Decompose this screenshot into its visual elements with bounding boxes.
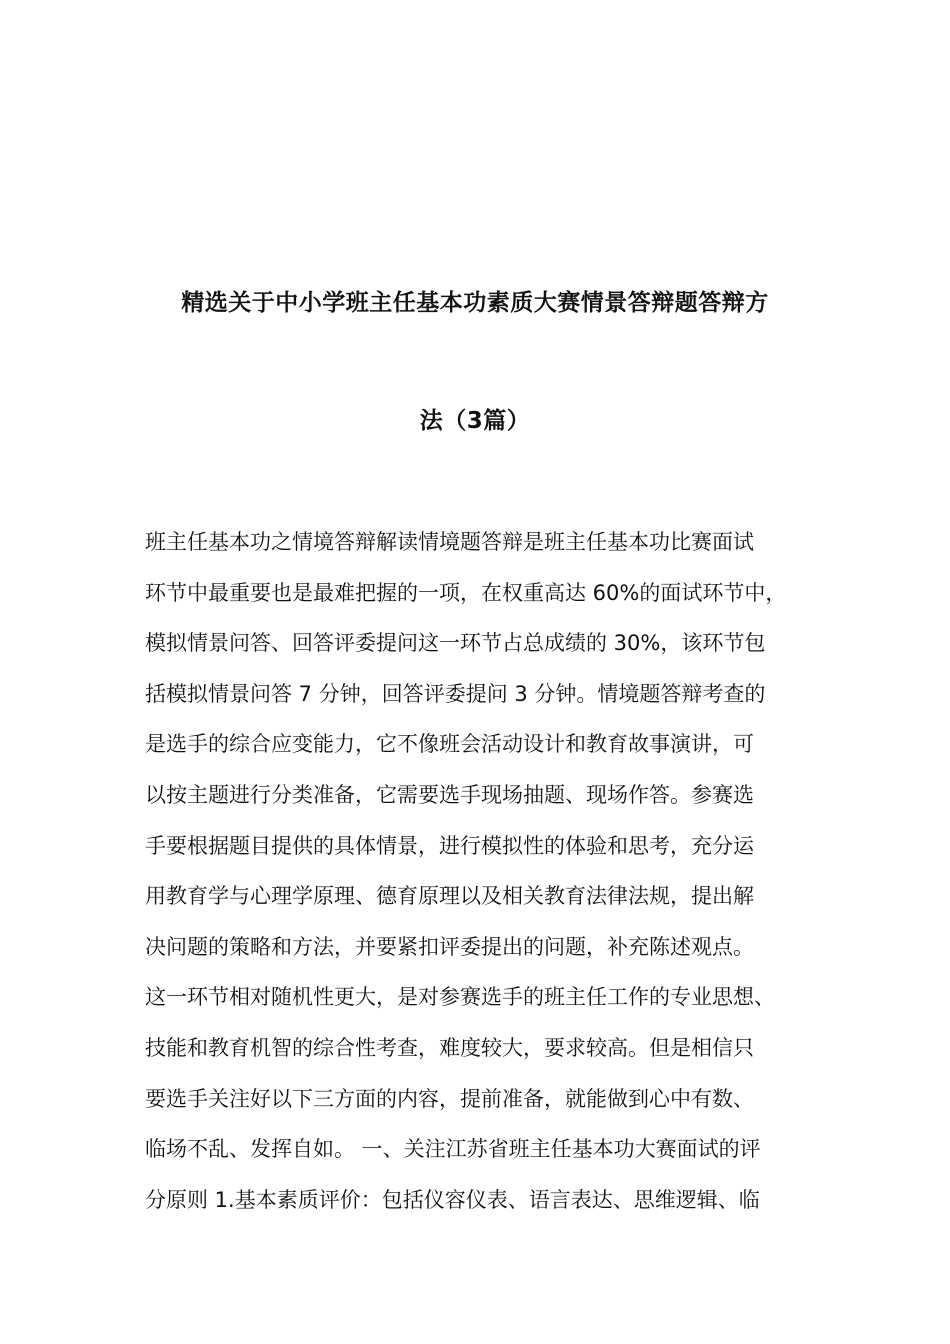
document-title-line-2: 法（3篇） (419, 408, 531, 434)
body-line: 要选手关注好以下三方面的内容，提前准备，就能做到心中有数、 (145, 1086, 754, 1111)
body-line: 括模拟情景问答 7 分钟，回答评委提问 3 分钟。情境题答辩考查的 (145, 681, 766, 706)
document-body (145, 524, 835, 1232)
body-line: 班主任基本功之情境答辩解读情境题答辩是班主任基本功比赛面试 (145, 530, 754, 554)
body-line: 用教育学与心理学原理、德育原理以及相关教育法律法规，提出解 (145, 884, 754, 909)
body-line: 技能和教育机智的综合性考查，难度较大，要求较高。但是相信只 (145, 1035, 754, 1060)
document-title-line-1: 精选关于中小学班主任基本功素质大赛情景答辩题答辩方 (181, 290, 769, 316)
body-line: 这一环节相对随机性更大，是对参赛选手的班主任工作的专业思想、 (145, 985, 775, 1010)
body-line: 决问题的策略和方法，并要紧扣评委提出的问题，补充陈述观点。 (145, 934, 754, 959)
body-line: 环节中最重要也是最难把握的一项，在权重高达 60%的面试环节中， (145, 580, 787, 605)
body-line: 模拟情景问答、回答评委提问这一环节占总成绩的 30%，该环节包 (145, 631, 766, 656)
body-line: 是选手的综合应变能力，它不像班会活动设计和教育故事演讲，可 (145, 732, 754, 757)
body-line: 临场不乱、发挥自如。 一、关注江苏省班主任基本功大赛面试的评 (145, 1137, 761, 1162)
body-line: 以按主题进行分类准备，它需要选手现场抽题、现场作答。参赛选 (145, 782, 754, 807)
body-line: 分原则 1.基本素质评价：包括仪容仪表、语言表达、思维逻辑、临 (145, 1187, 760, 1212)
body-line: 手要根据题目提供的具体情景，进行模拟性的体验和思考，充分运 (145, 833, 754, 858)
